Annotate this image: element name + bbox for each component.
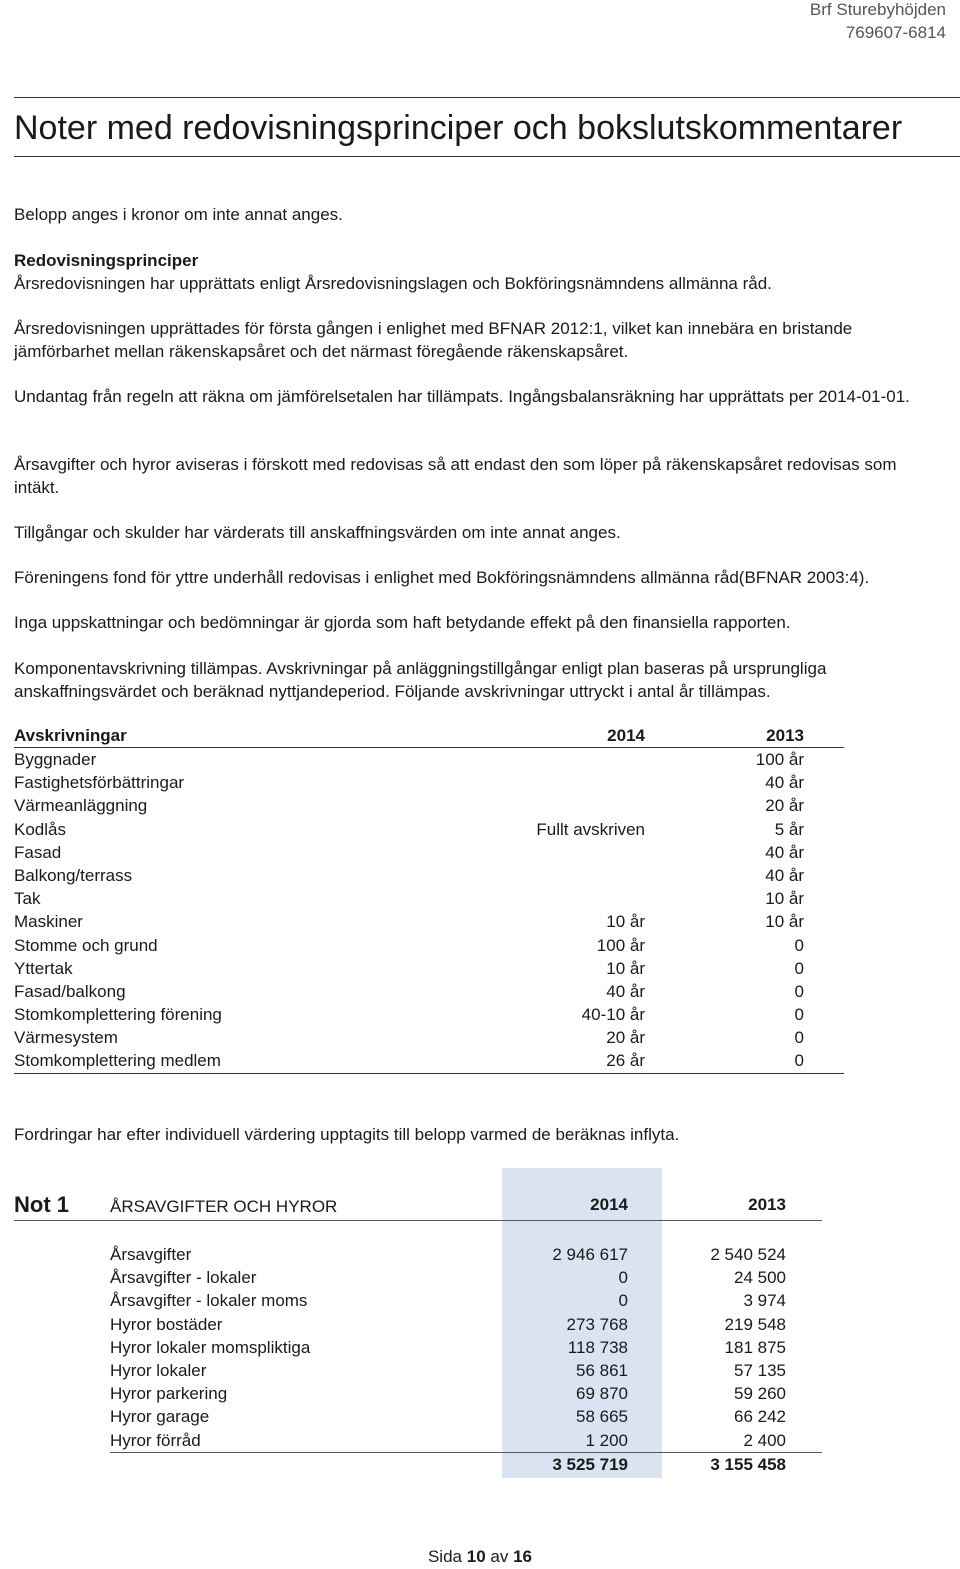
table-row [110, 1429, 822, 1452]
row-value-2014: 69 870 [576, 1384, 628, 1404]
row-label: Balkong/terrass [14, 865, 133, 885]
row-value-2013: 219 548 [724, 1314, 786, 1334]
table-row [14, 794, 844, 817]
depreciation-table-bottom-rule [14, 1073, 844, 1074]
table-row [14, 957, 844, 980]
row-value-2013: 59 260 [734, 1384, 786, 1404]
table-row [14, 980, 844, 1003]
row-value-2014: 26 år [606, 1051, 645, 1071]
row-label: Fasad [14, 842, 62, 862]
table-row [110, 1359, 822, 1382]
footer-middle: av [490, 1547, 509, 1566]
row-value-2013: 100 år [755, 750, 804, 769]
footer-page-total: 16 [513, 1547, 533, 1566]
principles-paragraph: Årsavgifter och hyror aviseras i förskott med redovisas så att endast den som löper på räkenskapsåret redovisas som intäkt. [14, 455, 897, 497]
note-total-row [110, 1453, 822, 1476]
row-label: Årsavgifter - lokaler moms [110, 1291, 308, 1311]
row-value-2013: 2 540 524 [710, 1245, 786, 1264]
table-row [110, 1313, 822, 1336]
table-row [14, 1026, 844, 1049]
title-top-rule [14, 97, 960, 98]
principles-paragraph: Föreningens fond för yttre underhåll redovisas i enlighet med Bokföringsnämndens allmänna råd(BFNAR 2003:4). [14, 568, 870, 587]
table-row [110, 1266, 822, 1289]
total-value-2014: 3 525 719 [552, 1454, 628, 1474]
row-label: Fastighetsförbättringar [14, 773, 185, 793]
principles-paragraph: Årsredovisningen har upprättats enligt Årsredovisningslagen och Bokföringsnämndens allmänna råd. [14, 274, 772, 293]
table-row [14, 887, 844, 910]
footer-page-number: 10 [466, 1547, 486, 1566]
depreciation-header-label: Avskrivningar [14, 726, 127, 745]
page-title: Noter med redovisningsprinciper och bokslutskommentarer [14, 109, 903, 147]
row-value-2013: 40 år [765, 842, 804, 862]
row-value-2014: 40-10 år [581, 1005, 645, 1025]
note-year-2013: 2013 [748, 1195, 786, 1214]
row-value-2014: 20 år [606, 1028, 645, 1048]
row-label: Stomkomplettering förening [14, 1005, 222, 1025]
row-value-2014: 100 år [596, 935, 645, 955]
row-label: Maskiner [14, 912, 83, 932]
row-value-2013: 0 [794, 1028, 804, 1048]
row-label: Hyror lokaler [110, 1360, 207, 1380]
row-value-2013: 3 974 [743, 1291, 786, 1311]
row-label: Kodlås [14, 819, 66, 839]
row-label: Årsavgifter [110, 1245, 192, 1264]
table-row [110, 1336, 822, 1359]
depreciation-header-2014: 2014 [607, 726, 645, 745]
table-row [110, 1243, 822, 1266]
title-bottom-rule [14, 156, 960, 157]
row-value-2013: 66 242 [734, 1407, 786, 1427]
row-label: Värmeanläggning [14, 796, 148, 816]
row-label: Årsavgifter - lokaler [110, 1268, 257, 1288]
table-row [110, 1405, 822, 1428]
principles-paragraph: Undantag från regeln att räkna om jämförelsetalen har tillämpats. Ingångsbalansräkning har upprättats per 2014-01-01. [14, 387, 910, 406]
intro-text: Belopp anges i kronor om inte annat anges. [14, 205, 343, 224]
row-label: Hyror parkering [110, 1384, 228, 1404]
row-label: Byggnader [14, 750, 97, 769]
table-row [14, 818, 844, 841]
row-label: Hyror bostäder [110, 1314, 223, 1334]
row-value-2013: 0 [794, 958, 804, 978]
page-footer [0, 1545, 960, 1569]
row-value-2013: 40 år [765, 865, 804, 885]
row-value-2014: 2 946 617 [552, 1245, 628, 1264]
table-row [14, 748, 844, 771]
row-value-2014: 56 861 [576, 1360, 628, 1380]
organization-name: Brf Sturebyhöjden [809, 0, 946, 19]
row-label: Stomme och grund [14, 935, 158, 955]
row-label: Hyror garage [110, 1407, 210, 1427]
receivables-text: Fordringar har efter individuell värdering upptagits till belopp varmed de beräknas inflyta. [14, 1125, 680, 1144]
row-value-2014: 0 [618, 1268, 628, 1288]
row-value-2013: 0 [794, 981, 804, 1001]
principles-paragraph: Tillgångar och skulder har värderats till anskaffningsvärden om inte annat anges. [14, 523, 621, 542]
row-label: Fasad/balkong [14, 981, 126, 1001]
depreciation-header-row [14, 724, 844, 748]
row-value-2013: 0 [794, 1005, 804, 1025]
note-year-2014: 2014 [590, 1195, 628, 1214]
row-value-2014: Fullt avskriven [536, 819, 645, 839]
row-value-2014: 273 768 [566, 1314, 628, 1334]
row-value-2013: 0 [794, 935, 804, 955]
document-header [810, 0, 946, 44]
note-1-table [110, 1243, 822, 1476]
depreciation-table [14, 724, 844, 1074]
table-row [14, 910, 844, 933]
footer-prefix: Sida [427, 1547, 462, 1566]
row-label: Yttertak [14, 958, 73, 978]
table-row [110, 1289, 822, 1312]
note-title: ÅRSAVGIFTER OCH HYROR [110, 1197, 338, 1216]
row-value-2014: 10 år [606, 912, 645, 932]
table-row [14, 1003, 844, 1026]
row-value-2014: 0 [618, 1291, 628, 1311]
row-value-2014: 10 år [606, 958, 645, 978]
row-value-2013: 10 år [765, 889, 804, 909]
row-label: Hyror lokaler momspliktiga [110, 1337, 311, 1357]
row-value-2014: 58 665 [576, 1407, 628, 1427]
principles-heading: Redovisningsprinciper [14, 251, 199, 270]
table-row [14, 1049, 844, 1072]
row-value-2014: 118 738 [567, 1337, 628, 1357]
principles-paragraph: Årsredovisningen upprättades för första gången i enlighet med BFNAR 2012:1, vilket kan innebära en bristande jämförbarhet mellan räkenskapsåret och det närmast föregående räkenskapsåret. [14, 319, 853, 361]
row-value-2013: 181 875 [724, 1337, 786, 1357]
total-value-2013: 3 155 458 [710, 1454, 786, 1474]
organization-number: 769607-6814 [845, 23, 946, 42]
row-value-2013: 24 500 [734, 1268, 786, 1288]
note-1-header [14, 1190, 822, 1221]
principles-paragraph: Inga uppskattningar och bedömningar är gjorda som haft betydande effekt på den finansiella rapporten. [14, 613, 791, 632]
row-value-2013: 20 år [765, 796, 804, 816]
table-row [110, 1382, 822, 1405]
depreciation-header-2013: 2013 [766, 726, 804, 745]
row-label: Tak [14, 889, 41, 909]
row-label: Stomkomplettering medlem [14, 1051, 221, 1071]
principles-paragraph: Komponentavskrivning tillämpas. Avskrivningar på anläggningstillgångar enligt plan baseras på ursprungliga anskaffningsvärdet och beräknad nyttjandeperiod. Följande avskrivningar uttryckt i antal år tillämpas. [14, 659, 827, 701]
note-number: Not 1 [14, 1192, 69, 1217]
row-value-2014: 40 år [606, 981, 645, 1001]
table-row [14, 841, 844, 864]
row-value-2013: 40 år [765, 773, 804, 793]
row-label: Hyror förråd [110, 1430, 201, 1450]
table-row [14, 771, 844, 794]
row-value-2013: 10 år [765, 912, 804, 932]
table-row [14, 864, 844, 887]
row-value-2013: 57 135 [734, 1360, 786, 1380]
row-value-2013: 5 år [774, 819, 804, 839]
row-value-2013: 0 [794, 1051, 804, 1071]
row-label: Värmesystem [14, 1028, 118, 1048]
table-row [14, 934, 844, 957]
row-value-2014: 1 200 [585, 1430, 628, 1450]
row-value-2013: 2 400 [743, 1430, 786, 1450]
